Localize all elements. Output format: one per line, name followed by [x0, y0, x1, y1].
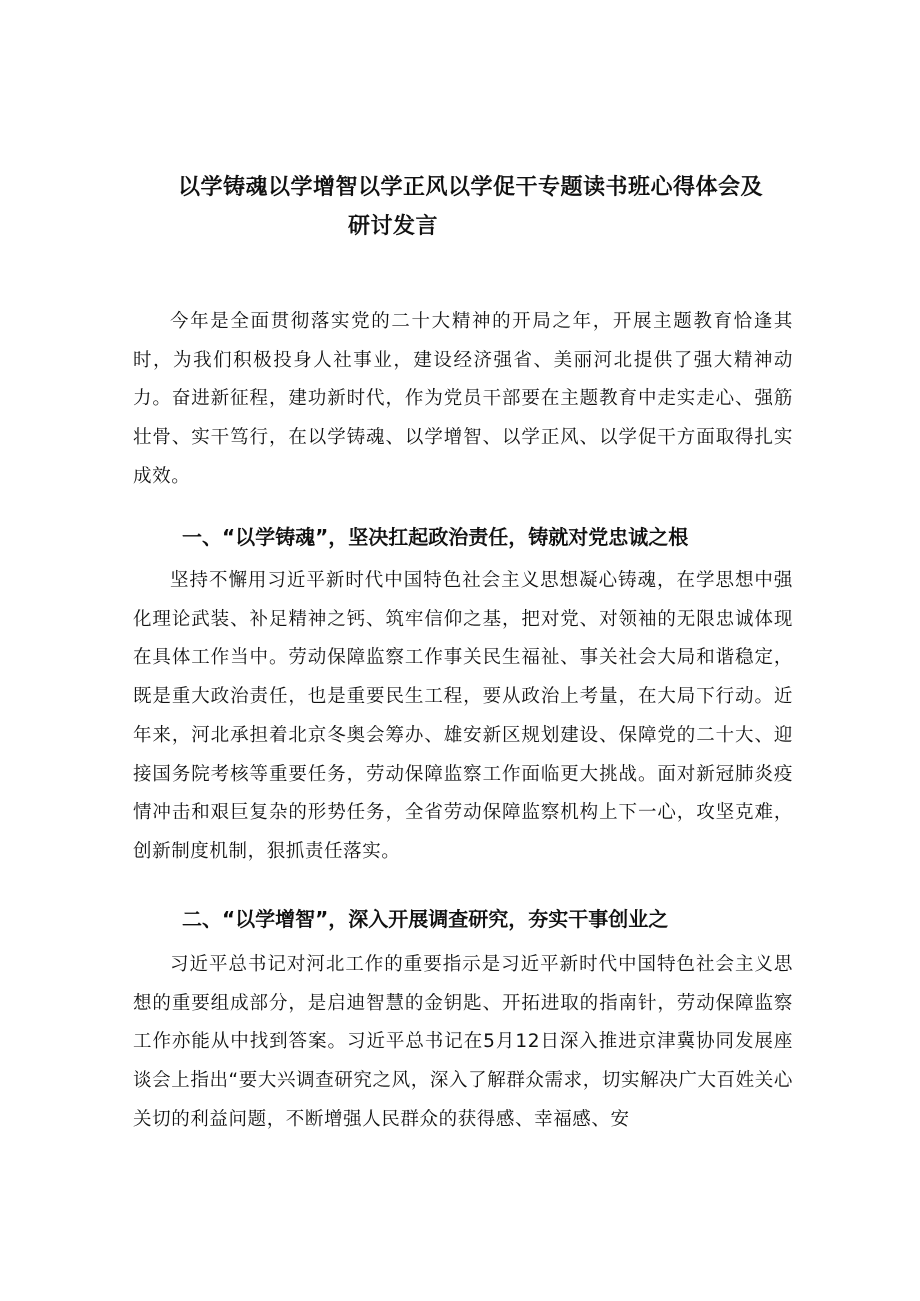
- paragraph-section-2: 习近平总书记对河北工作的重要指示是习近平新时代中国特色社会主义思想的重要组成部分，是启迪智慧的金钥匙、开拓进取的指南针，劳动保障监察工作亦能从中找到答案。习近平总书记在5月12日深入推进京津冀协同发展座谈会上指出“要大兴调查研究之风，深入了解群众需求，切实解决广大百姓关心关切的利益问题，不断增强人民群众的获得感、幸福感、安: [133, 954, 793, 1130]
- title-line-1: 以学铸魂以学增智以学正风以学促干专题读书班心得体会及: [178, 175, 764, 200]
- title-line-2: 研讨发言: [348, 214, 439, 239]
- paragraph-section-1: 坚持不懈用习近平新时代中国特色社会主义思想凝心铸魂，在学思想中强化理论武装、补足精神之钙、筑牢信仰之基，把对党、对领袖的无限忠诚体现在具体工作当中。劳动保障监察工作事关民生福祉、事关社会大局和谐稳定，既是重大政治责任，也是重要民生工程，要从政治上考量，在大局下行动。近年来，河北承担着北京冬奥会筹办、雄安新区规划建设、保障党的二十大、迎接国务院考核等重要任务，劳动保障监察工作面临更大挑战。面对新冠肺炎疫情冲击和艰巨复杂的形势任务，全省劳动保障监察机构上下一心，攻坚克难，创新制度机制，狠抓责任落实。: [133, 570, 793, 862]
- paragraph-intro: 今年是全面贯彻落实党的二十大精神的开局之年，开展主题教育恰逢其时，为我们积极投身人社事业，建设经济强省、美丽河北提供了强大精神动力。奋进新征程，建功新时代，作为党员干部要在主题教育中走实走心、强筋壮骨、实干笃行，在以学铸魂、以学增智、以学正风、以学促干方面取得扎实成效。: [133, 311, 793, 487]
- document-title: [178, 168, 818, 246]
- section-heading-2: 二、“以学增智”，深入开展调查研究，夯实干事创业之: [182, 907, 669, 931]
- section-heading-1: 一、“以学铸魂”，坚决扛起政治责任，铸就对党忠诚之根: [182, 525, 689, 549]
